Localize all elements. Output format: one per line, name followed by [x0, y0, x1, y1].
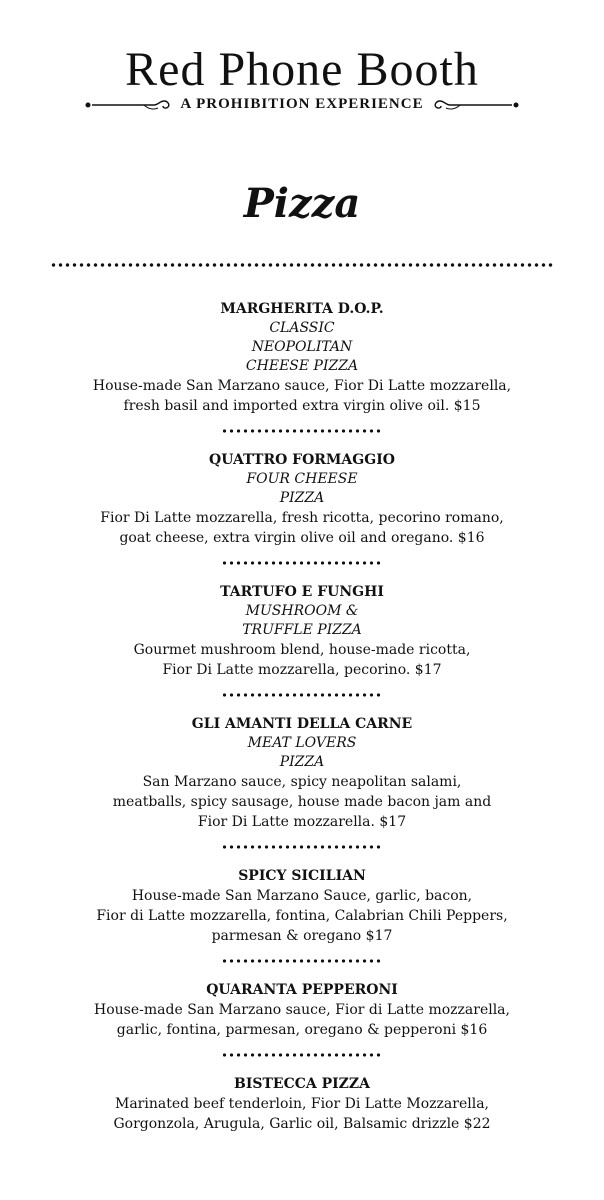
section-title: Pizza — [243, 180, 361, 227]
menu-item-name: GLI AMANTI DELLA CARNE — [191, 716, 413, 732]
menu-item-name: BISTECCA PIZZA — [234, 1076, 370, 1092]
item-divider — [221, 1052, 383, 1058]
menu-item — [0, 981, 604, 1040]
menu-item-name: QUATTRO FORMAGGIO — [209, 452, 395, 468]
menu-item-subtitle: PIZZA — [279, 754, 325, 770]
menu-item — [0, 715, 604, 832]
menu-item — [0, 300, 604, 416]
menu-item-subtitle: CHEESE PIZZA — [245, 358, 359, 374]
menu-item-description: House-made San Marzano Sauce, garlic, bacon, Fior di Latte mozzarella, fontina, Calabrian Chili Peppers, parmesan & oregano $17 — [96, 888, 508, 944]
menu-item-description: Gourmet mushroom blend, house-made ricotta, Fior Di Latte mozzarella, pecorino. $17 — [133, 642, 471, 678]
menu-item — [0, 451, 604, 548]
menu-item-subtitle: MEAT LOVERS — [247, 735, 357, 751]
menu-item-description: San Marzano sauce, spicy neapolitan salami, meatballs, spicy sausage, house made bacon jam and Fior Di Latte mozzarella. $17 — [112, 774, 492, 830]
left-flourish-icon — [84, 98, 174, 112]
brand-tagline: A PROHIBITION EXPERIENCE — [180, 96, 424, 112]
menu-item-subtitle: PIZZA — [279, 490, 325, 506]
brand-name: Red Phone Booth — [125, 43, 479, 96]
menu-item-subtitle: MUSHROOM & — [245, 603, 359, 619]
menu-item-description: Marinated beef tenderloin, Fior Di Latte Mozzarella, Gorgonzola, Arugula, Garlic oil, Balsamic drizzle $22 — [113, 1096, 491, 1132]
menu-list — [0, 300, 604, 1134]
menu-item — [0, 583, 604, 680]
brand-header — [0, 44, 604, 113]
item-divider — [221, 560, 383, 566]
menu-item — [0, 867, 604, 946]
menu-item-name: MARGHERITA D.O.P. — [220, 301, 384, 317]
right-flourish-icon — [430, 98, 520, 112]
item-divider — [221, 844, 383, 850]
item-divider — [221, 958, 383, 964]
menu-item-description: House-made San Marzano sauce, Fior di Latte mozzarella, garlic, fontina, parmesan, oregano & pepperoni $16 — [94, 1002, 510, 1038]
section-divider — [50, 262, 554, 268]
menu-item-name: QUARANTA PEPPERONI — [206, 982, 398, 998]
menu-item-description: Fior Di Latte mozzarella, fresh ricotta, pecorino romano, goat cheese, extra virgin olive oil and oregano. $16 — [100, 510, 504, 546]
menu-item-subtitle: NEOPOLITAN — [251, 339, 353, 355]
menu-item-subtitle: TRUFFLE PIZZA — [242, 622, 362, 638]
menu-item-name: TARTUFO E FUNGHI — [220, 584, 384, 600]
menu-item — [0, 1075, 604, 1134]
item-divider — [221, 692, 383, 698]
menu-item-subtitle: CLASSIC — [269, 320, 335, 336]
menu-item-name: SPICY SICILIAN — [238, 868, 366, 884]
item-divider — [221, 428, 383, 434]
brand-tagline-row — [0, 96, 604, 113]
menu-item-description: House-made San Marzano sauce, Fior Di Latte mozzarella, fresh basil and imported extra virgin olive oil. $15 — [92, 378, 512, 414]
menu-item-subtitle: FOUR CHEESE — [246, 471, 358, 487]
